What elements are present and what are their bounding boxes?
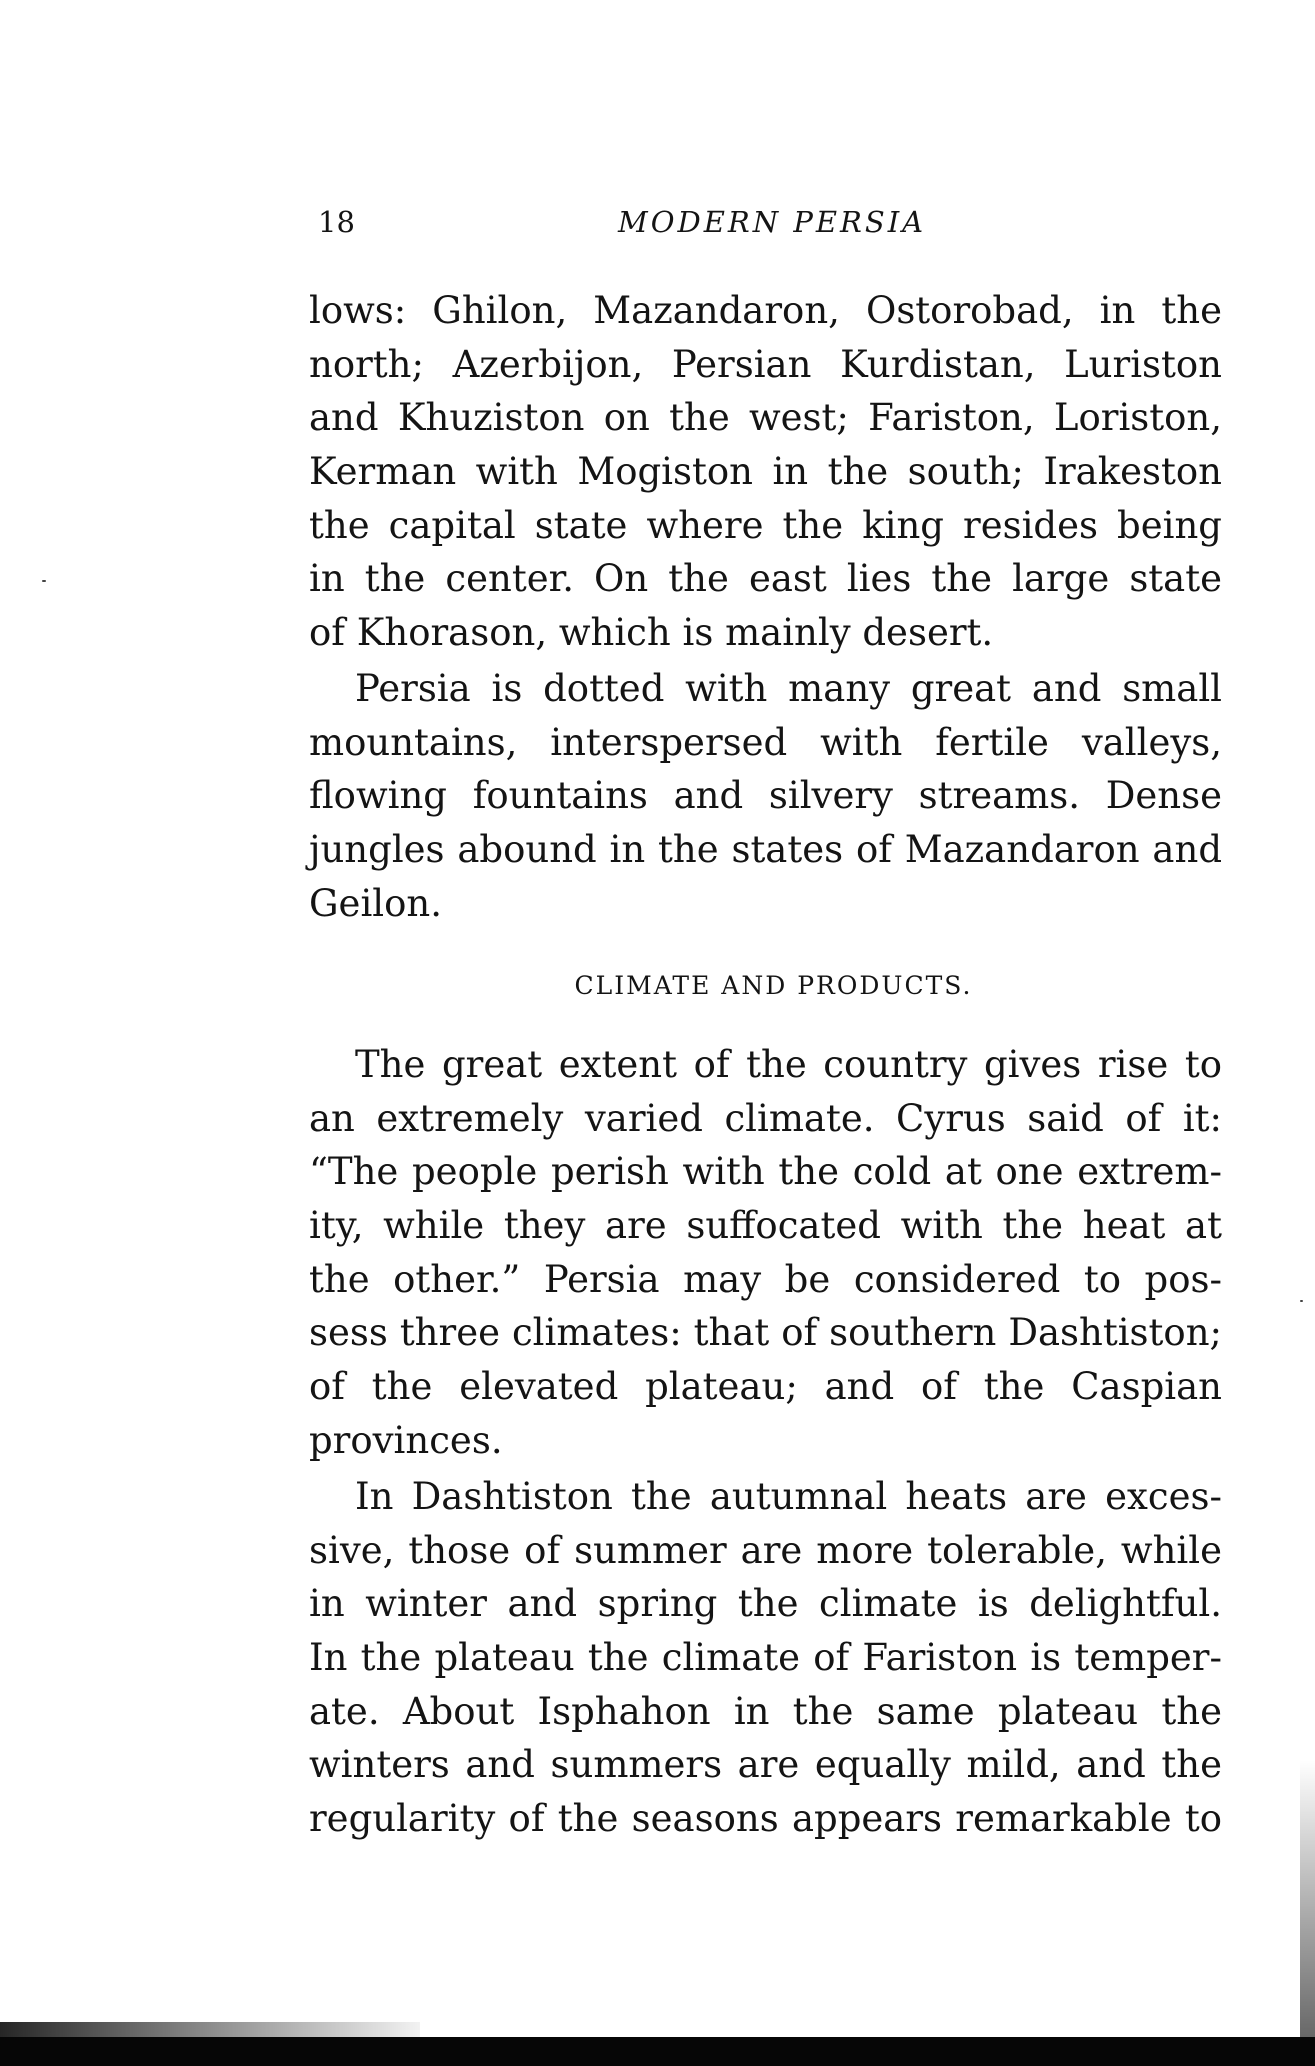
text-line: flowing fountains and silvery streams. Dense — [309, 774, 1222, 818]
text-line: winters and summers are equally mild, and the — [309, 1743, 1222, 1787]
paragraph-climate — [309, 1038, 1222, 1468]
running-title: MODERN PERSIA — [618, 205, 927, 239]
text-line: sess three climates: that of southern Dashtiston; — [309, 1311, 1222, 1355]
scan-edge-shadow — [0, 2022, 420, 2038]
scan-edge-shadow — [1300, 1760, 1315, 2040]
running-head — [318, 200, 1223, 244]
text-line: the capital state where the king resides being — [309, 503, 1222, 547]
text-line: Persia is dotted with many great and small — [355, 667, 1222, 710]
scan-speck — [42, 580, 46, 582]
text-line: jungles abound in the states of Mazandaron and — [309, 828, 1222, 872]
page-number: 18 — [318, 205, 355, 239]
section-heading: CLIMATE AND PRODUCTS. — [574, 971, 973, 1000]
paragraph-regions — [309, 284, 1222, 660]
text-line: ity, while they are suffocated with the heat at — [309, 1204, 1222, 1248]
text-line: and Khuziston on the west; Fariston, Loriston, — [309, 396, 1222, 440]
text-line: In the plateau the climate of Fariston is temper- — [309, 1636, 1222, 1680]
text-line: regularity of the seasons appears remarkable to — [309, 1797, 1222, 1841]
text-line: an extremely varied climate. Cyrus said of it: — [309, 1096, 1222, 1140]
scan-speck — [1300, 1300, 1303, 1302]
text-line: The great extent of the country gives rise to — [355, 1043, 1222, 1086]
text-line: Kerman with Mogiston in the south; Irakeston — [309, 450, 1222, 494]
text-line: in winter and spring the climate is delightful. — [309, 1582, 1222, 1626]
text-line: ate. About Isphahon in the same plateau the — [309, 1689, 1222, 1733]
text-line: lows: Ghilon, Mazandaron, Ostorobad, in the — [309, 289, 1222, 332]
paragraph-mountains — [309, 662, 1222, 930]
text-line: sive, those of summer are more tolerable, while — [309, 1528, 1222, 1572]
text-line: of Khorason, which is mainly desert. — [309, 611, 994, 655]
paragraph-dashtiston — [309, 1470, 1222, 1846]
text-line: provinces. — [309, 1418, 503, 1462]
text-line: mountains, interspersed with fertile valleys, — [309, 720, 1222, 764]
text-line: In Dashtiston the autumnal heats are exces- — [355, 1475, 1222, 1518]
text-line: Geilon. — [309, 881, 442, 925]
text-line: of the elevated plateau; and of the Caspian — [309, 1365, 1222, 1409]
scan-bottom-border — [0, 2037, 1315, 2066]
text-line: the other.” Persia may be considered to pos- — [309, 1257, 1222, 1301]
text-line: “The people perish with the cold at one extrem- — [309, 1150, 1222, 1194]
text-line: north; Azerbijon, Persian Kurdistan, Luriston — [309, 342, 1222, 386]
text-line: in the center. On the east lies the large state — [309, 557, 1222, 601]
